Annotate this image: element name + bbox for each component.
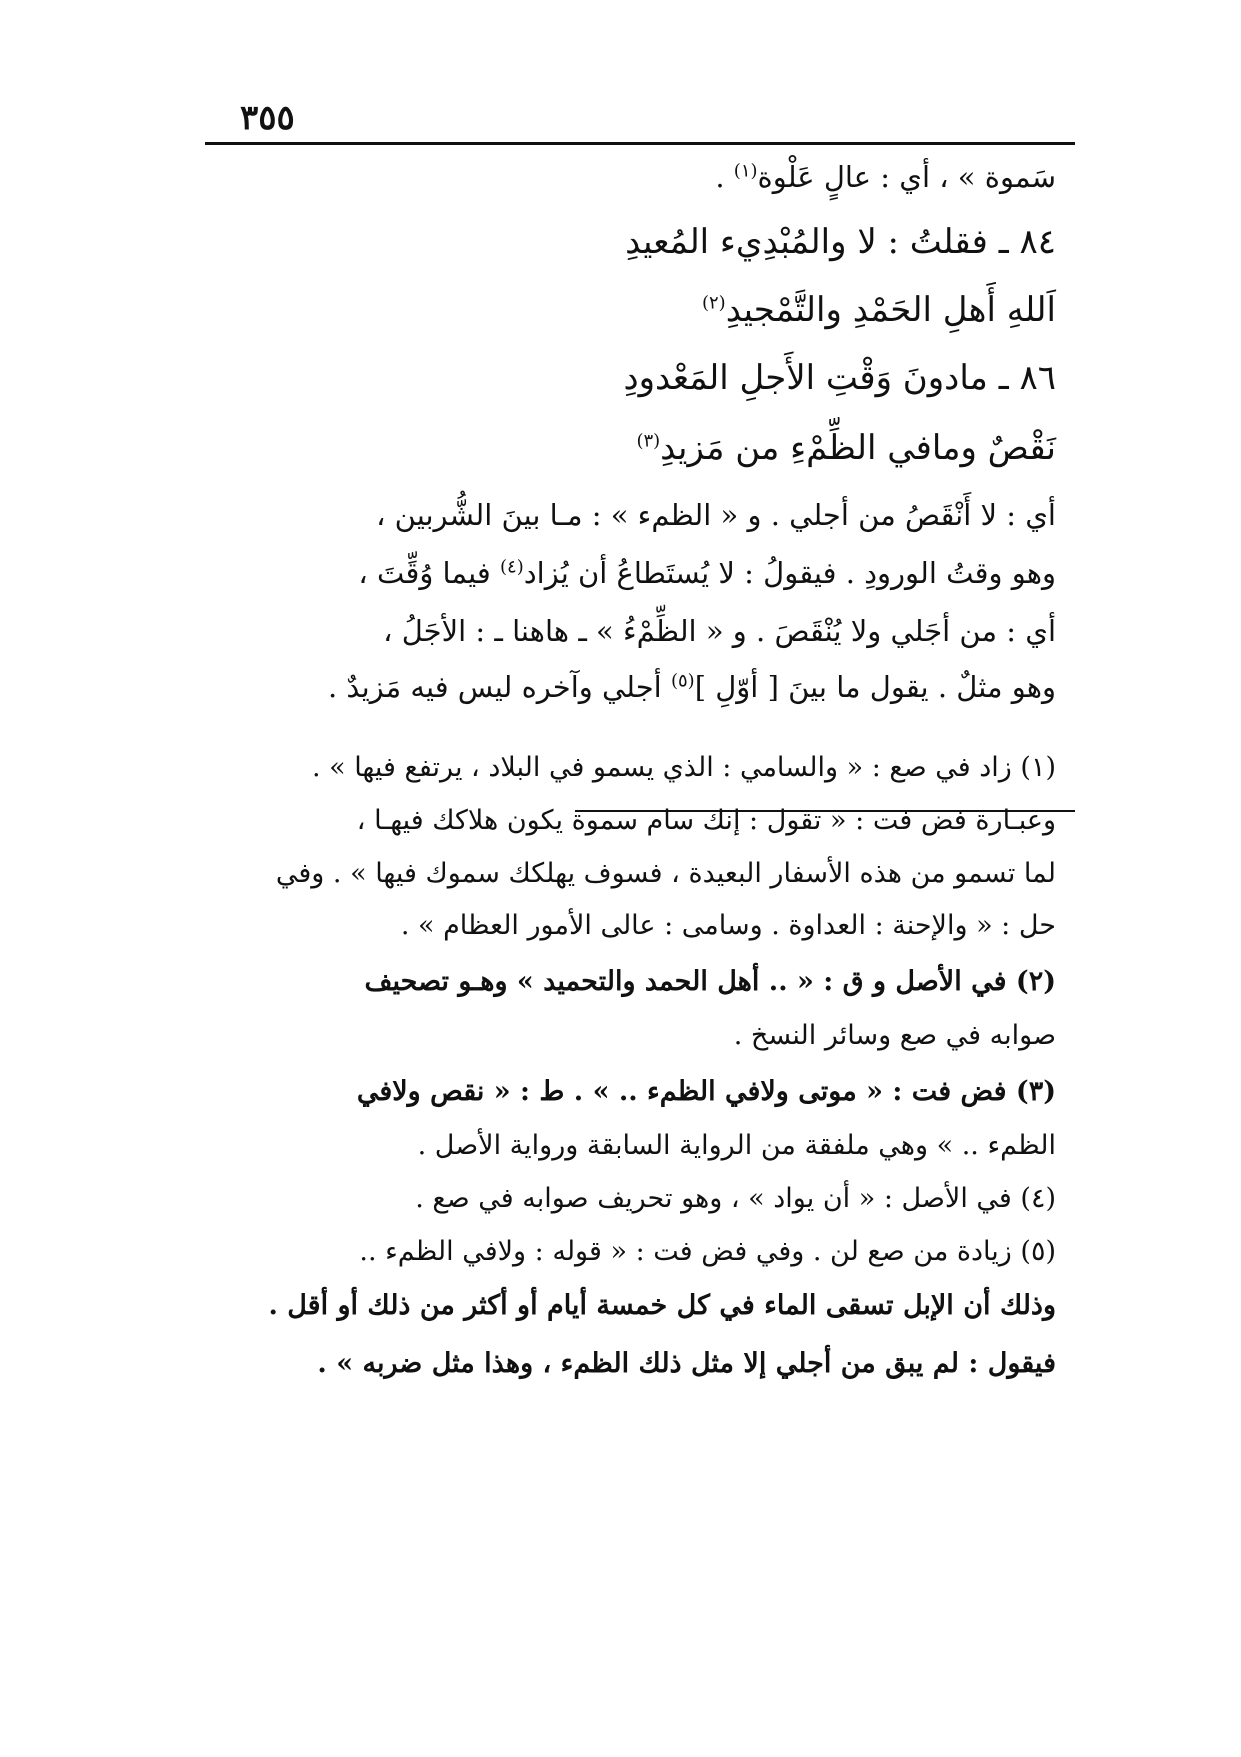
footnote-ref: (٣) xyxy=(636,430,661,452)
header-rule xyxy=(205,142,1075,145)
line-tail: . xyxy=(715,160,725,194)
footnote-line: (٣) فض فت : « موتى ولافي الظمء .. » . ط : « نقص ولافي xyxy=(356,1076,1056,1107)
footnote-line: (٢) في الأصل و ق : « .. أهل الحمد والتحميد » وهـو تصحيف xyxy=(364,966,1056,997)
line-text: وهو مثلٌ . يقول ما بينَ [ أوّلِ ] xyxy=(694,670,1056,704)
text-line xyxy=(715,160,1056,194)
line-tail: فيما وُقِّتَ ، xyxy=(358,556,500,590)
footnote-ref: (٥) xyxy=(670,670,695,692)
footnote-line: حل : « والإحنة : العداوة . وسامى : عالى الأمور العظام » . xyxy=(400,910,1056,941)
line-text: نَقْصٌ ومافي الظِّمْءِ من مَزيدِ xyxy=(660,428,1056,468)
line-text: اَللهِ أَهلِ الحَمْدِ والتَّمْجيدِ xyxy=(725,290,1056,330)
footnote-line: وعبـارة فض فت : « تقول : إنك سام سموة يكون هلاكك فيهـا ، xyxy=(356,805,1056,836)
footnote-line: الظمء .. » وهي ملفقة من الرواية السابقة ورواية الأصل . xyxy=(417,1130,1056,1161)
page-number: ٣٥٥ xyxy=(240,98,295,138)
verse-line xyxy=(623,358,1056,398)
footnote-line: وذلك أن الإبل تسقى الماء في كل خمسة أيام أو أكثر من ذلك أو أقل . xyxy=(268,1290,1056,1321)
footnote-ref: (٢) xyxy=(701,292,726,314)
footnote-line: لما تسمو من هذه الأسفار البعيدة ، فسوف يهلكك سموك فيها » . وفي xyxy=(275,858,1056,889)
footnote-line: صوابه في صع وسائر النسخ . xyxy=(733,1020,1056,1051)
footnote-line: فيقول : لم يبق من أجلي إلا مثل ذلك الظمء ، وهذا مثل ضربه » . xyxy=(317,1348,1056,1379)
text-line xyxy=(328,670,1056,704)
line-text: أي : لا أَنْقَصُ من أجلي . و « الظمء » : مـا بينَ الشُّربين ، xyxy=(376,498,1056,532)
line-text: سَموة » ، أي : عالٍ عَلْوة xyxy=(757,160,1056,194)
line-text: وهو وقتُ الورودِ . فيقولُ : لا يُستَطاعُ أن يُزاد xyxy=(523,556,1056,590)
footnote-ref: (١) xyxy=(733,160,758,182)
footnote-ref: (٤) xyxy=(499,556,524,578)
footnote-line: (٥) زيادة من صع لن . وفي فض فت : « قوله : ولافي الظمء .. xyxy=(359,1236,1056,1267)
line-text: أي : من أجَلي ولا يُنْقَصَ . و « الظِّمْءُ » ـ هاهنا ـ : الأجَلُ ، xyxy=(383,614,1056,648)
verse-line xyxy=(702,290,1056,330)
text-line xyxy=(376,498,1056,532)
verse-line xyxy=(636,428,1056,468)
text-line xyxy=(358,556,1056,590)
footnote-line: (١) زاد في صع : « والسامي : الذي يسمو في البلاد ، يرتفع فيها » . xyxy=(311,752,1056,783)
line-tail: أجلي وآخره ليس فيه مَزيدٌ . xyxy=(327,670,671,704)
line-text: ٨٦ ـ مادونَ وَقْتِ الأَجلِ المَعْدودِ xyxy=(623,358,1056,398)
text-line xyxy=(383,614,1056,648)
footnote-line: (٤) في الأصل : « أن يواد » ، وهو تحريف صوابه في صع . xyxy=(415,1183,1056,1214)
line-text: ٨٤ ـ فقلتُ : لا والمُبْدِيء المُعيدِ xyxy=(625,222,1056,262)
verse-line xyxy=(625,222,1056,262)
